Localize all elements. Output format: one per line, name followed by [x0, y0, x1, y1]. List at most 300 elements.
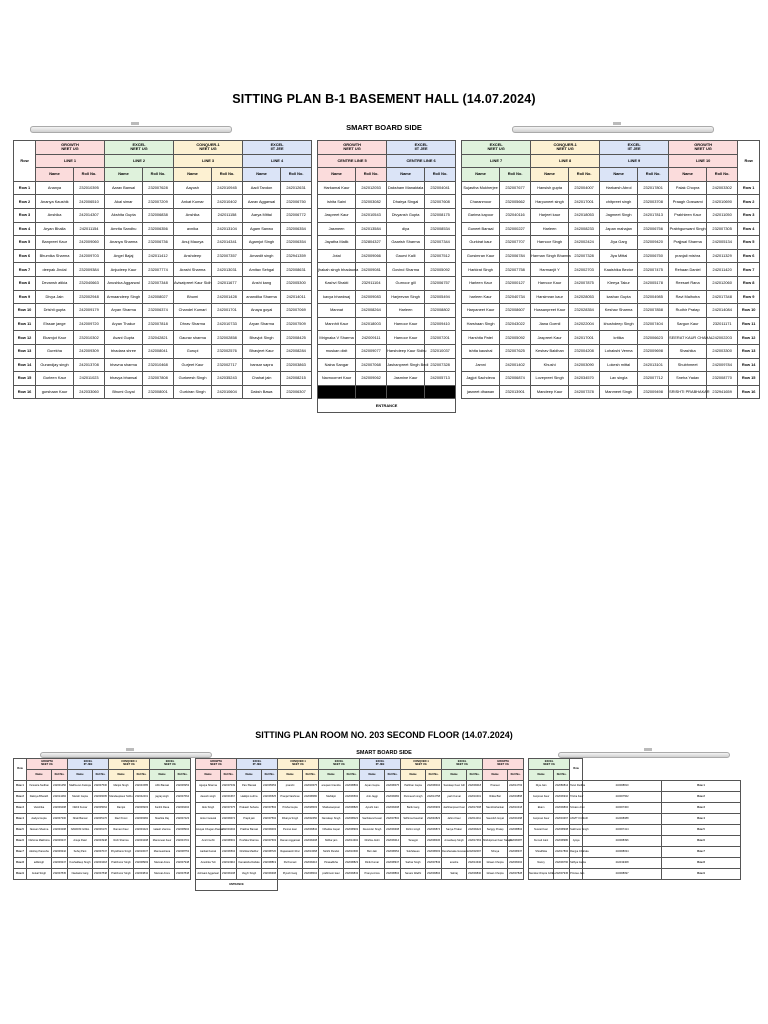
student-name: Jagjot Sachdeva: [462, 372, 500, 386]
student-name: Divyansh Gupta: [387, 208, 425, 222]
roll-number: 232007047: [93, 847, 109, 858]
student-name: Shradhika: [529, 847, 554, 858]
roll-number: 242002703: [569, 263, 600, 277]
student-name: Vanshika: [27, 803, 52, 814]
table-row: [14, 222, 760, 236]
roll-number: 232042401: [134, 792, 150, 803]
roll-number: 242019408: [583, 858, 662, 869]
roll-number: 232008001: [143, 385, 174, 399]
col-name-header: Name: [529, 770, 554, 781]
student-name: Aarikal Kamal: [196, 847, 221, 858]
student-name: bhavya bhansal: [105, 372, 143, 386]
student-name: Ankat Kumar: [174, 195, 212, 209]
student-name: Daksham Manaktala: [387, 181, 425, 195]
roll-number: 242005178: [638, 276, 669, 290]
student-name: Poshika Sharma: [237, 836, 262, 847]
student-name: Manneeshana: [150, 847, 175, 858]
student-name: Swiggy Pratap: [483, 825, 508, 836]
table-row: [14, 803, 741, 814]
col-name-header: Name: [243, 168, 281, 182]
roll-number: 242017001: [569, 195, 600, 209]
roll-number: 242014084: [707, 304, 738, 318]
batch-label: GROWTH NEET UG: [36, 141, 105, 155]
roll-number: 242008041: [143, 344, 174, 358]
roll-number: 232007758: [500, 263, 531, 277]
roll-number: 242004868: [508, 792, 524, 803]
student-name: Chahat jain: [243, 372, 281, 386]
entrance-label: ENTRANCE: [196, 880, 278, 891]
student-name: Manomeet Kaur: [150, 836, 175, 847]
student-name: Sanam Wadhi: [401, 869, 426, 880]
roll-number: 232008770: [707, 372, 738, 386]
roll-number: 242005053: [262, 781, 278, 792]
roll-number: 242013584: [356, 222, 387, 236]
roll-number: 242035243: [212, 372, 243, 386]
batch-label: EXCEL IIT JEE: [600, 141, 669, 155]
student-name: Navkaira Garg: [68, 869, 93, 880]
plan2-title: SITTING PLAN ROOM NO. 203 SECOND FLOOR (14.07.2024): [255, 730, 513, 740]
roll-number: 232008034: [583, 847, 662, 858]
table-row: [14, 858, 741, 869]
student-name: Govind Sharma: [387, 263, 425, 277]
table-row: [14, 236, 760, 250]
roll-number: 232006354: [281, 236, 312, 250]
roll-number: 232007948: [175, 858, 191, 869]
student-name: Jamni: [462, 358, 500, 372]
student-name: Jahrut Kaur: [442, 814, 467, 825]
student-name: Angel Bajaj: [105, 249, 143, 263]
roll-number: 242008023: [344, 814, 360, 825]
roll-number: 242009408: [303, 836, 319, 847]
row-label-left: Row 7: [14, 263, 36, 277]
student-name: Reesart Rana: [669, 276, 707, 290]
roll-number: 242012060: [707, 276, 738, 290]
roll-number: 242022004: [569, 317, 600, 331]
col-name-header: Name: [360, 770, 385, 781]
roll-number: 242033060: [74, 385, 105, 399]
table-row: [14, 358, 760, 372]
roll-number: 242011154: [74, 222, 105, 236]
student-name: Navnoornet Kaur: [318, 372, 356, 386]
roll-number: 242009382: [134, 814, 150, 825]
student-name: Dhairya Singal: [387, 195, 425, 209]
roll-number: 232007603: [262, 836, 278, 847]
batch-label: EXCEL NEET UG: [319, 759, 360, 770]
roll-number: 242013031: [212, 263, 243, 277]
roll-number: 242011412: [143, 249, 174, 263]
student-name: Ravi Malhotra: [669, 290, 707, 304]
col-name-header: Name: [483, 770, 508, 781]
col-roll-header: Roll No.: [385, 770, 401, 781]
roll-number: 232005300: [281, 276, 312, 290]
student-name: Anayat Chugan dhawan: [196, 825, 221, 836]
roll-number: 232009384: [74, 263, 105, 277]
student-name: Anushka Aggarwal: [105, 276, 143, 290]
student-name: Palak Chopra: [669, 181, 707, 195]
roll-number: 242017813: [638, 208, 669, 222]
roll-number: 232080814: [554, 781, 570, 792]
roll-number: 242007875: [569, 276, 600, 290]
student-name: Agamjot Singh: [243, 236, 281, 250]
roll-number: 232006374: [143, 304, 174, 318]
roll-number: 232911104: [356, 276, 387, 290]
row-label-right: Row 5: [662, 825, 741, 836]
roll-number: 242013104: [212, 222, 243, 236]
student-name: Harnoor Kaur: [387, 317, 425, 331]
batch-label: GROWTH NEET UG: [196, 759, 237, 770]
roll-number: 232008720: [262, 847, 278, 858]
roll-number: 232005092: [500, 331, 531, 345]
student-name: Sarbar Singh: [401, 858, 426, 869]
student-name: Gurkeesh Singh: [174, 372, 212, 386]
col-name-header: Name: [174, 168, 212, 182]
table-row: [14, 195, 760, 209]
student-name: Kleeya Takur: [600, 276, 638, 290]
plan1-smart-board-label: SMART BOARD SIDE: [346, 123, 422, 132]
roll-number: 232009018: [467, 781, 483, 792]
roll-number: 242009062: [356, 372, 387, 386]
roll-number: 232006874: [500, 372, 531, 386]
student-name: Jashhanpreet Kaur: [442, 803, 467, 814]
student-name: Pranjal Vaishnav: [278, 792, 303, 803]
student-name: Gurkirat kaur: [462, 236, 500, 250]
student-name: Kumud Jaini: [529, 836, 554, 847]
roll-number: 232002576: [212, 344, 243, 358]
roll-number: 232007209: [143, 195, 174, 209]
roll-number: 242009077: [356, 344, 387, 358]
student-name: Ranjya Chahala: [570, 847, 583, 858]
student-name: Harkarsh Abrol: [600, 181, 638, 195]
roll-number: 242009347: [52, 858, 68, 869]
roll-number: 242007068: [356, 358, 387, 372]
roll-number: 232007348: [143, 276, 174, 290]
board-right-graphic: [512, 126, 714, 133]
row-label-left: Row 16: [14, 385, 36, 399]
roll-number: 232040663: [74, 276, 105, 290]
col-roll-header: Roll No.: [356, 168, 387, 182]
roll-number: 232007562: [583, 792, 662, 803]
student-name: Amardit singh: [243, 249, 281, 263]
student-name: Gurjeet Kaur: [174, 358, 212, 372]
student-name: Guneet Bansal: [462, 222, 500, 236]
roll-number: 242014763: [508, 781, 524, 792]
table-row: [14, 331, 760, 345]
row-label-left: Row 5: [14, 825, 27, 836]
student-name: Amardeep Singh: [442, 836, 467, 847]
roll-number: 232007802: [385, 814, 401, 825]
roll-number: 232007828: [508, 869, 524, 880]
student-name: Gurupi: [174, 344, 212, 358]
roll-number: 232804327: [356, 236, 387, 250]
roll-number: 242009703: [74, 249, 105, 263]
row-label-left: Row 3: [14, 803, 27, 814]
roll-number: 232007404: [638, 317, 669, 331]
roll-number: 232007509: [281, 317, 312, 331]
roll-number: 242014302: [344, 836, 360, 847]
col-name-header: Name: [318, 168, 356, 182]
line-label: LINE 3: [174, 154, 243, 168]
student-name: Dhairya Singh: [278, 814, 303, 825]
student-name: Pranya Arora: [360, 869, 385, 880]
roll-number: 232010468: [143, 358, 174, 372]
student-name: Prajjwal Sharma: [669, 236, 707, 250]
student-name: Sidhya Gupta: [570, 858, 583, 869]
student-name: Nickhi Pandut: [319, 847, 344, 858]
roll-number: 232007328: [569, 249, 600, 263]
roll-number: 242010402: [212, 195, 243, 209]
student-name: Gurandjay singh: [36, 358, 74, 372]
roll-number: 242017348: [707, 290, 738, 304]
student-name: Ritika Bisl: [483, 792, 508, 803]
roll-number: 242008804: [508, 825, 524, 836]
col-roll-header: Roll No.: [93, 770, 109, 781]
roll-number: 242028053: [569, 290, 600, 304]
table-row: [14, 825, 741, 836]
col-name-header: Name: [531, 168, 569, 182]
roll-number: 232009416: [303, 858, 319, 869]
roll-number: 232040116: [500, 208, 531, 222]
row-label-left: Row 14: [14, 358, 36, 372]
roll-number: 232013901: [500, 385, 531, 399]
student-name: Sidhima Kaushal: [401, 814, 426, 825]
roll-number: 232007475: [638, 263, 669, 277]
roll-number: 242017802: [554, 847, 570, 858]
roll-number: 242007378: [569, 385, 600, 399]
student-name: Jasmine Kaur: [387, 372, 425, 386]
line-label: LINE 8: [531, 154, 600, 168]
student-name: bhadara shree: [105, 344, 143, 358]
student-name: Ishaan Chopra: [483, 869, 508, 880]
student-name: Shashika: [669, 344, 707, 358]
row-label-right: Row 3: [738, 208, 760, 222]
roll-number: 232004701: [175, 836, 191, 847]
student-name: bhavna sharma: [105, 358, 143, 372]
row-label-right: Row 12: [738, 331, 760, 345]
roll-number: 232042821: [143, 331, 174, 345]
roll-number: 242014341: [212, 236, 243, 250]
student-name: Sachdeva Kesari: [360, 814, 385, 825]
roll-number: 232006838: [143, 208, 174, 222]
roll-number: 242001667: [221, 792, 237, 803]
student-name: Lokesh mittal: [600, 358, 638, 372]
table-row: [14, 836, 741, 847]
roll-number: 232007843: [426, 858, 442, 869]
student-name: Amrita Sandhu: [105, 222, 143, 236]
roll-number: 242028003: [303, 803, 319, 814]
student-name: Ashwani Aggarwal: [196, 869, 221, 880]
roll-number: 232008904: [175, 825, 191, 836]
roll-number: 242011023: [74, 372, 105, 386]
col-name-header: Name: [669, 168, 707, 182]
row-label-left: Row 12: [14, 331, 36, 345]
row-label-right: Row 7: [738, 263, 760, 277]
student-name: Alok Singh: [196, 803, 221, 814]
roll-number: 232004404: [221, 825, 237, 836]
student-name: Anshika: [174, 208, 212, 222]
roll-number: 232007712: [638, 372, 669, 386]
roll-number: 232009698: [638, 344, 669, 358]
student-name: Akshay Panesha: [27, 847, 52, 858]
student-name: Gaurvi Kalli: [387, 249, 425, 263]
student-name: Pathhan Gupta: [401, 781, 426, 792]
student-name: Buti Jain: [360, 847, 385, 858]
student-name: Harpaneet Kaur: [462, 304, 500, 318]
roll-number: 242003208: [52, 825, 68, 836]
student-name: Ananya Kaushik: [36, 195, 74, 209]
roll-number: 232004985: [638, 290, 669, 304]
student-name: Ankur Goswal: [196, 814, 221, 825]
row-label-right: Row 3: [662, 803, 741, 814]
roll-number: 242017463: [467, 836, 483, 847]
student-name: Agatya Sharma: [196, 781, 221, 792]
line-label: CENTRE LINE 6: [387, 154, 456, 168]
roll-number: 232006736: [143, 236, 174, 250]
row-label-left: Row 4: [14, 814, 27, 825]
table-row: [14, 263, 760, 277]
student-name: Harman Singh Bhamra: [531, 249, 569, 263]
student-name: Harkirat Singh: [462, 263, 500, 277]
student-name: Prisha Gupta: [278, 803, 303, 814]
col-name-header: Name: [442, 770, 467, 781]
student-name: Prakash Sehaza: [237, 803, 262, 814]
batch-label: EXCEL NEET UG: [529, 759, 570, 770]
roll-number: 242001428: [212, 290, 243, 304]
student-name: jhakah singh bhadauria: [318, 263, 356, 277]
row-label-left: Row 6: [14, 836, 27, 847]
row-header-left: Row: [14, 759, 27, 781]
entrance-spacer: [14, 880, 196, 891]
table-row: [14, 249, 760, 263]
student-name: Nirali Bansal: [68, 814, 93, 825]
row-label-left: Row 10: [14, 304, 36, 318]
roll-number: 232006750: [281, 195, 312, 209]
student-name: Drishika Madhur: [237, 847, 262, 858]
roll-number: 242002450: [303, 814, 319, 825]
roll-number: 232003948: [93, 836, 109, 847]
student-name: Piyush Garg: [278, 869, 303, 880]
col-roll-header: Roll No.: [212, 168, 243, 182]
roll-number: 232008404: [426, 781, 442, 792]
roll-number: 242007330: [52, 814, 68, 825]
student-name: Harleen Kaur: [462, 276, 500, 290]
roll-number: 232009843: [344, 869, 360, 880]
student-name: Ravi Pooni: [109, 814, 134, 825]
roll-number: 232008436: [426, 836, 442, 847]
student-name: Saumikh Goyal: [483, 814, 508, 825]
student-name: Gurleen Kaur: [36, 372, 74, 386]
roll-number: 242010604: [212, 385, 243, 399]
roll-number: 232007774: [143, 263, 174, 277]
student-name: bansar sapra: [243, 358, 281, 372]
student-name: Shubhmeet: [669, 358, 707, 372]
student-name: Jiya Mittal: [600, 249, 638, 263]
student-name: deepak Jindal: [36, 263, 74, 277]
student-name: Drishta Joshi: [360, 836, 385, 847]
roll-number: 232008810: [583, 781, 662, 792]
batch-label: CONQUER-1 NEET UG: [174, 141, 243, 155]
student-name: Amrit Gohli: [196, 836, 221, 847]
roll-number: 232009108: [221, 869, 237, 880]
col-roll-header: Roll No.: [74, 168, 105, 182]
student-name: NANDINI GOEL: [68, 825, 93, 836]
student-name: Sanya Thakur: [442, 825, 467, 836]
student-name: Raman Aggarwal: [278, 836, 303, 847]
col-roll-header: Roll No.: [175, 770, 191, 781]
roll-number: 232007357: [212, 249, 243, 263]
roll-number: 232006757: [425, 276, 456, 290]
student-name: yash Kumar: [442, 792, 467, 803]
roll-number: 242008475: [385, 781, 401, 792]
student-name: Lav singla: [600, 372, 638, 386]
roll-number: 232007201: [425, 331, 456, 345]
roll-number: 232006087: [508, 836, 524, 847]
student-name: Manjot Singh: [109, 781, 134, 792]
student-name: Rajaswarsh Rrar: [278, 847, 303, 858]
student-name: Anshdeep: [174, 249, 212, 263]
student-name: Anjudeep Kaur: [105, 263, 143, 277]
student-name: Hakkjot Luthra: [237, 792, 262, 803]
roll-number: 232007530: [93, 781, 109, 792]
row-label-right: Row 10: [738, 304, 760, 318]
roll-number: 232008993: [134, 858, 150, 869]
roll-number: 232008175: [425, 208, 456, 222]
row-label-right: Row 14: [738, 358, 760, 372]
roll-number: 232008004: [303, 869, 319, 880]
roll-number: 232007848: [175, 869, 191, 880]
batch-label: EXCEL IIT JEE: [68, 759, 109, 770]
student-name: Harsimran kaur: [531, 290, 569, 304]
roll-number: 242014758: [426, 792, 442, 803]
student-name: Bhumi Goyal: [105, 385, 143, 399]
roll-number: 242014484: [52, 792, 68, 803]
roll-number: 242010690: [707, 195, 738, 209]
student-name: SRISHTI PRABHAKAR: [669, 385, 707, 399]
roll-number: 242006502: [344, 792, 360, 803]
student-name: Aarav Aggarwal: [243, 195, 281, 209]
line-label: LINE 7: [462, 154, 531, 168]
roll-number: 232007625: [500, 344, 531, 358]
roll-number: 242009308: [385, 825, 401, 836]
roll-number: 242003090: [569, 358, 600, 372]
roll-number: 242008088: [583, 814, 662, 825]
roll-number: 232006953: [175, 781, 191, 792]
roll-number: 232005494: [425, 290, 456, 304]
student-name: Nikhil Kumar: [68, 803, 93, 814]
roll-number: 232007664: [175, 792, 191, 803]
student-name: Nusrat Kaur: [529, 825, 554, 836]
student-name: Praagh Goswami: [669, 195, 707, 209]
student-name: Shabanaopreet: [319, 803, 344, 814]
student-name: Agam Sanwo: [243, 222, 281, 236]
student-name: Jiana Goenil: [531, 317, 569, 331]
col-roll-header: Roll No.: [569, 168, 600, 182]
roll-number: 242009720: [74, 317, 105, 331]
student-name: Kushaldeep Singh: [68, 858, 93, 869]
roll-number: 242011329: [707, 249, 738, 263]
roll-number: 232007628: [143, 181, 174, 195]
row-label-right: Row 4: [662, 814, 741, 825]
roll-number: 232003863: [281, 358, 312, 372]
student-name: Jaspreet Kaur: [318, 208, 356, 222]
row-label-right: Row 8: [662, 858, 741, 869]
student-name: Aryan Thakur: [105, 317, 143, 331]
roll-number: 232010418: [508, 803, 524, 814]
roll-number: 232007502: [262, 814, 278, 825]
roll-number: 232002858: [212, 331, 243, 345]
roll-number: 232007818: [143, 317, 174, 331]
col-name-header: Name: [600, 168, 638, 182]
roll-number: 232028354: [569, 304, 600, 318]
